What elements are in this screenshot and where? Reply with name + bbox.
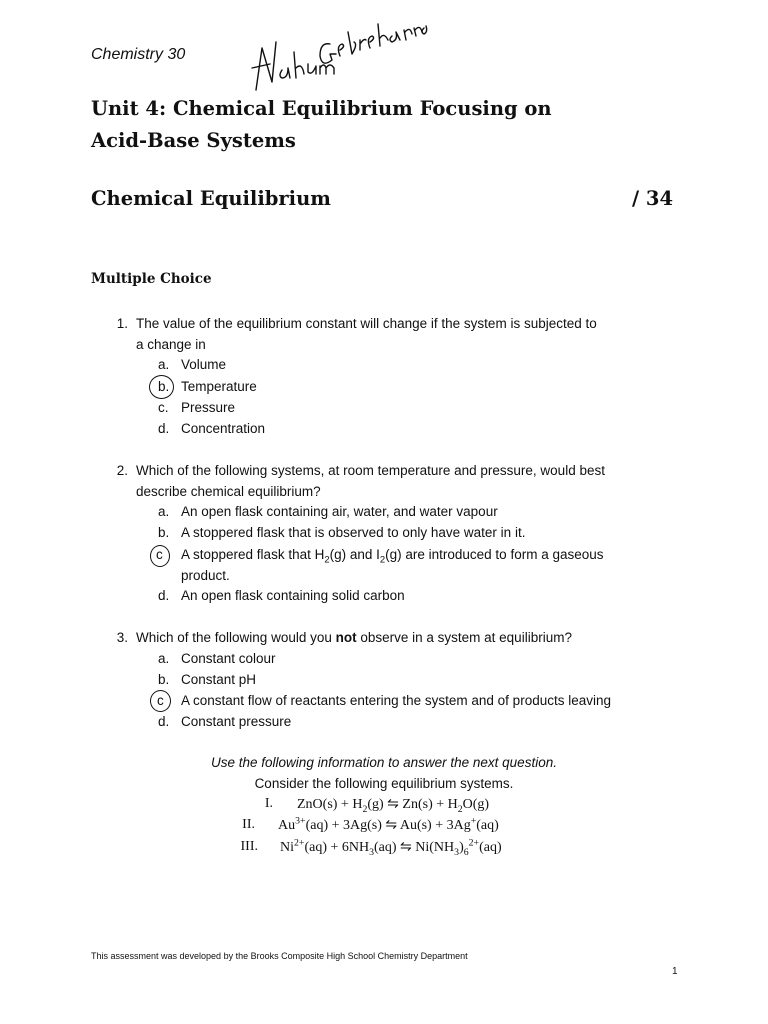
option-text: A stoppered flask that $H_2(g)$ and $I_2(g)$ are introduced to form a gaseous (181, 547, 604, 566)
option-letter: a. (158, 357, 170, 372)
option-letter: c (156, 547, 163, 562)
option-letter: a. (158, 504, 170, 519)
equilibrium-equation: $ZnO(s) + H_2(g)$ ⇋ $Zn(s) + H_2O(g)$ (297, 797, 490, 815)
option-letter: b. (158, 525, 170, 540)
footer-credit: This assessment was developed by the Brooks Composite High School Chemistry Department (91, 951, 468, 961)
info-instruction: Use the following information to answer the next question. (211, 755, 557, 770)
unit-title (91, 93, 691, 157)
question-number: 1. (116, 316, 128, 331)
option-text: An open flask containing solid carbon (181, 588, 405, 603)
option-letter: c (157, 693, 164, 708)
section-title: Chemical Equilibrium (91, 187, 331, 210)
option-letter: d. (158, 588, 170, 603)
option-text: A constant flow of reactants entering the system and of products leaving (181, 693, 611, 708)
unit-title-line-1: Unit 4: Chemical Equilibrium Focusing on (91, 97, 552, 120)
option-text: An open flask containing air, water, and water vapour (181, 504, 498, 519)
question-number: 3. (116, 630, 128, 645)
info-consider-text: Consider the following equilibrium systems. (254, 776, 514, 791)
option-text-continued: product. (181, 568, 230, 583)
question-number: 2. (116, 463, 128, 478)
question-text-continued: describe chemical equilibrium? (136, 484, 321, 499)
option-text: Concentration (181, 421, 266, 436)
score-total: / 34 (632, 187, 674, 210)
page-number: 1 (672, 966, 678, 977)
question-text: The value of the equilibrium constant will change if the system is subjected to (136, 316, 597, 331)
question-text: Which of the following systems, at room temperature and pressure, would best (136, 463, 605, 478)
handwritten-signature (248, 18, 428, 96)
option-text: Pressure (181, 400, 236, 415)
option-text: A stoppered flask that is observed to only have water in it. (181, 525, 526, 540)
option-text: Volume (181, 357, 227, 372)
equilibrium-equation: $Au^{3+}(aq) + 3Ag(s)$ ⇋ Au(s) + 3Ag+(aq) (278, 815, 499, 833)
unit-title-line-2: Acid-Base Systems (91, 129, 296, 152)
option-letter: a. (158, 651, 170, 666)
option-letter: b. (158, 672, 170, 687)
option-letter: b. (158, 379, 170, 394)
option-letter: c. (158, 400, 169, 415)
equation-numeral: I. (264, 796, 273, 811)
equation-numeral: II. (242, 817, 255, 832)
course-name: Chemistry 30 (91, 46, 186, 63)
option-text: Constant pH (181, 672, 257, 687)
option-text: Temperature (181, 379, 257, 394)
option-letter: d. (158, 714, 170, 729)
option-text: Constant colour (181, 651, 276, 666)
option-text: Constant pressure (181, 714, 292, 729)
question-text-continued: a change in (136, 337, 206, 352)
multiple-choice-heading: Multiple Choice (91, 271, 212, 287)
option-letter: d. (158, 421, 170, 436)
question-text: Which of the following would you not observe in a system at equilibrium? (136, 630, 572, 645)
equilibrium-equation: $Ni^{2+}(aq) + 6NH_3(aq)$ ⇋ $Ni(NH_3)_6^{2+}(aq)$ (280, 837, 502, 858)
equation-numeral: III. (240, 839, 258, 854)
